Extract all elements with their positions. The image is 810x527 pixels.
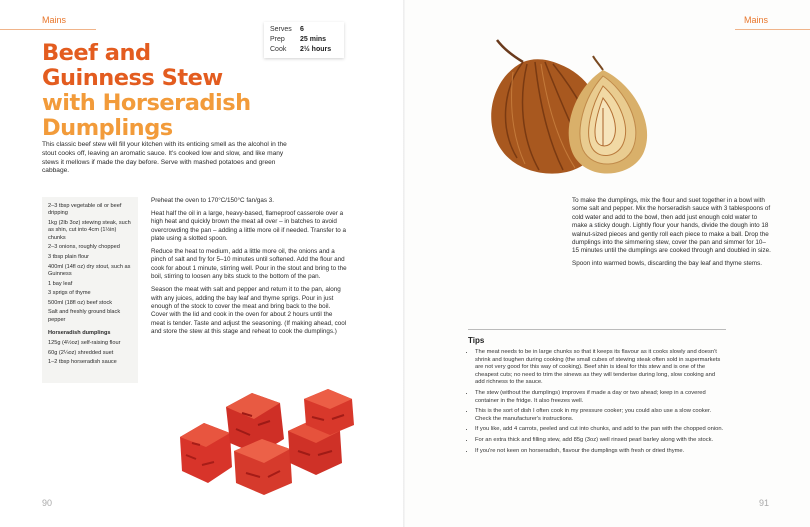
tips-section: [468, 329, 726, 458]
dumpling-ingredient-item: 60g (2¼oz) shredded suet: [48, 349, 114, 356]
meta-cook: Cook 2½ hours: [270, 46, 332, 53]
method-step: To make the dumplings, mix the flour and suet together in a bowl with some salt and pepper. Mix the horseradish sauce with 3 tablespoons of cold water and add to the bowl, then add just enough cold water to make a sticky dough. Lightly flour your hands, divide the dough into 18 walnut-sized pieces and gently roll each piece to make a ball. Drop the dumplings into the simmering stew, cover the pan and simmer for 10–15 minutes until the dumplings are cooked through and doubled in size.: [572, 197, 771, 255]
section-rule-left: [0, 29, 96, 30]
ingredient-item: Salt and freshly ground black pepper: [48, 309, 121, 323]
tips-list: [468, 349, 726, 455]
tip-item: • This is the sort of dish I often cook in my pressure cooker; you could also use a slow cooker. Check the manufacturer's instructions.: [475, 408, 726, 423]
title-line-3: with Horseradish: [42, 90, 251, 116]
ingredient-item: 2–3 tbsp vegetable oil or beef dripping: [48, 203, 122, 217]
tip-item: • The stew (without the dumplings) improves if made a day or two ahead; keep in a covered container in the fridge. It also freezes well.: [475, 390, 726, 405]
method-step: Season the meat with salt and pepper and return it to the pan, along with any juices, adding the bay leaf and thyme sprigs. Pour in just enough of the stock to cover the meat and bring back to the boil. Cover with the lid and cook in the oven for about 2 hours until the meat is tender. Taste and adjust the seasoning. (If making ahead, cool and store the stew at this stage and reheat to cook the dumplings.): [151, 286, 347, 336]
page-number-left: 90: [42, 498, 53, 508]
method-right-column: [572, 197, 772, 273]
section-rule-right: [735, 29, 810, 30]
beef-cubes-illustration: [172, 385, 362, 497]
dumpling-ingredient-item: 125g (4½oz) self-raising flour: [48, 340, 121, 347]
recipe-intro: This classic beef stew will fill your kitchen with its enticing smell as the alcohol in the stout cooks off, leaving an aromatic sauce. It's cooked low and slow, and like many stews it mellows if made the day before. Serve with mashed potatoes and green cabbage.: [42, 141, 287, 175]
beef-cube-1: [180, 423, 232, 483]
title-line-2: Guinness Stew: [42, 65, 223, 91]
meta-serves: Serves 6: [270, 26, 304, 33]
section-label-right: Mains: [744, 15, 769, 25]
page-number-right: 91: [759, 498, 770, 508]
serving-info-box: [264, 22, 344, 58]
title-line-1: Beef and: [42, 40, 151, 66]
ingredient-item: 1kg (2lb 3oz) stewing steak, such as shin, cut into 4cm (1½in) chunks: [48, 220, 131, 241]
onion-half: [569, 56, 647, 174]
method-step: Preheat the oven to 170°C/150°C fan/gas 3.: [151, 197, 275, 204]
ingredient-item: 3 sprigs of thyme: [48, 290, 91, 297]
method-left-column: [151, 197, 347, 341]
recipe-title: [42, 41, 272, 141]
method-step: Spoon into warmed bowls, discarding the bay leaf and thyme stems.: [572, 260, 763, 268]
dumpling-ingredient-item: 1–2 tbsp horseradish sauce: [48, 359, 117, 366]
tip-item: • If you're not keen on horseradish, flavour the dumplings with fresh or dried thyme.: [475, 448, 726, 456]
tips-title: Tips: [468, 336, 485, 345]
dumplings-heading: Horseradish dumplings: [48, 330, 111, 337]
onion-illustration: [483, 28, 659, 188]
title-line-4: Dumplings: [42, 115, 173, 141]
ingredient-item: 2–3 onions, roughly chopped: [48, 244, 120, 251]
ingredient-item: 3 tbsp plain flour: [48, 254, 90, 260]
method-step: Heat half the oil in a large, heavy-based, flameproof casserole over a high heat and quickly brown the meat all over – in batches to avoid overcrowding the pan – adding a little more oil if needed. Transfer to a plate using a slotted spoon.: [151, 209, 346, 243]
method-step: Reduce the heat to medium, add a little more oil, the onions and a pinch of salt and fry for 5–10 minutes until softened. Add the flour and cook for about 1 minute, stirring well. Pour in the stout and bring to the boil, stirring to loosen any bits stuck to the bottom of the pan.: [151, 248, 347, 281]
tip-item: • For an extra thick and filling stew, add 85g (3oz) well rinsed pearl barley along with the stock.: [475, 437, 726, 445]
ingredient-item: 400ml (14fl oz) dry stout, such as Guinness: [48, 263, 131, 277]
meta-prep: Prep 25 mins: [270, 36, 327, 43]
ingredients-box: [42, 197, 138, 383]
ingredient-item: 1 bay leaf: [48, 280, 73, 287]
beef-cube-3: [234, 439, 292, 495]
section-label-left: Mains: [42, 15, 67, 25]
ingredient-item: 500ml (18fl oz) beef stock: [48, 299, 113, 306]
tip-item: • If you like, add 4 carrots, peeled and cut into chunks, and add to the pan with the chopped onion.: [475, 426, 726, 434]
tip-item: • The meat needs to be in large chunks so that it keeps its flavour as it cooks slowly and doesn't shrink and toughen during cooking (the small cubes of stewing steak often sold in supermarkets are not very good for this way of cooking). Beef shin is ideal for this stew and is one of the cheapest cuts; no need to trim the sinews as they will tenderise during long, slow cooking and add richness to the sauce.: [475, 349, 726, 387]
